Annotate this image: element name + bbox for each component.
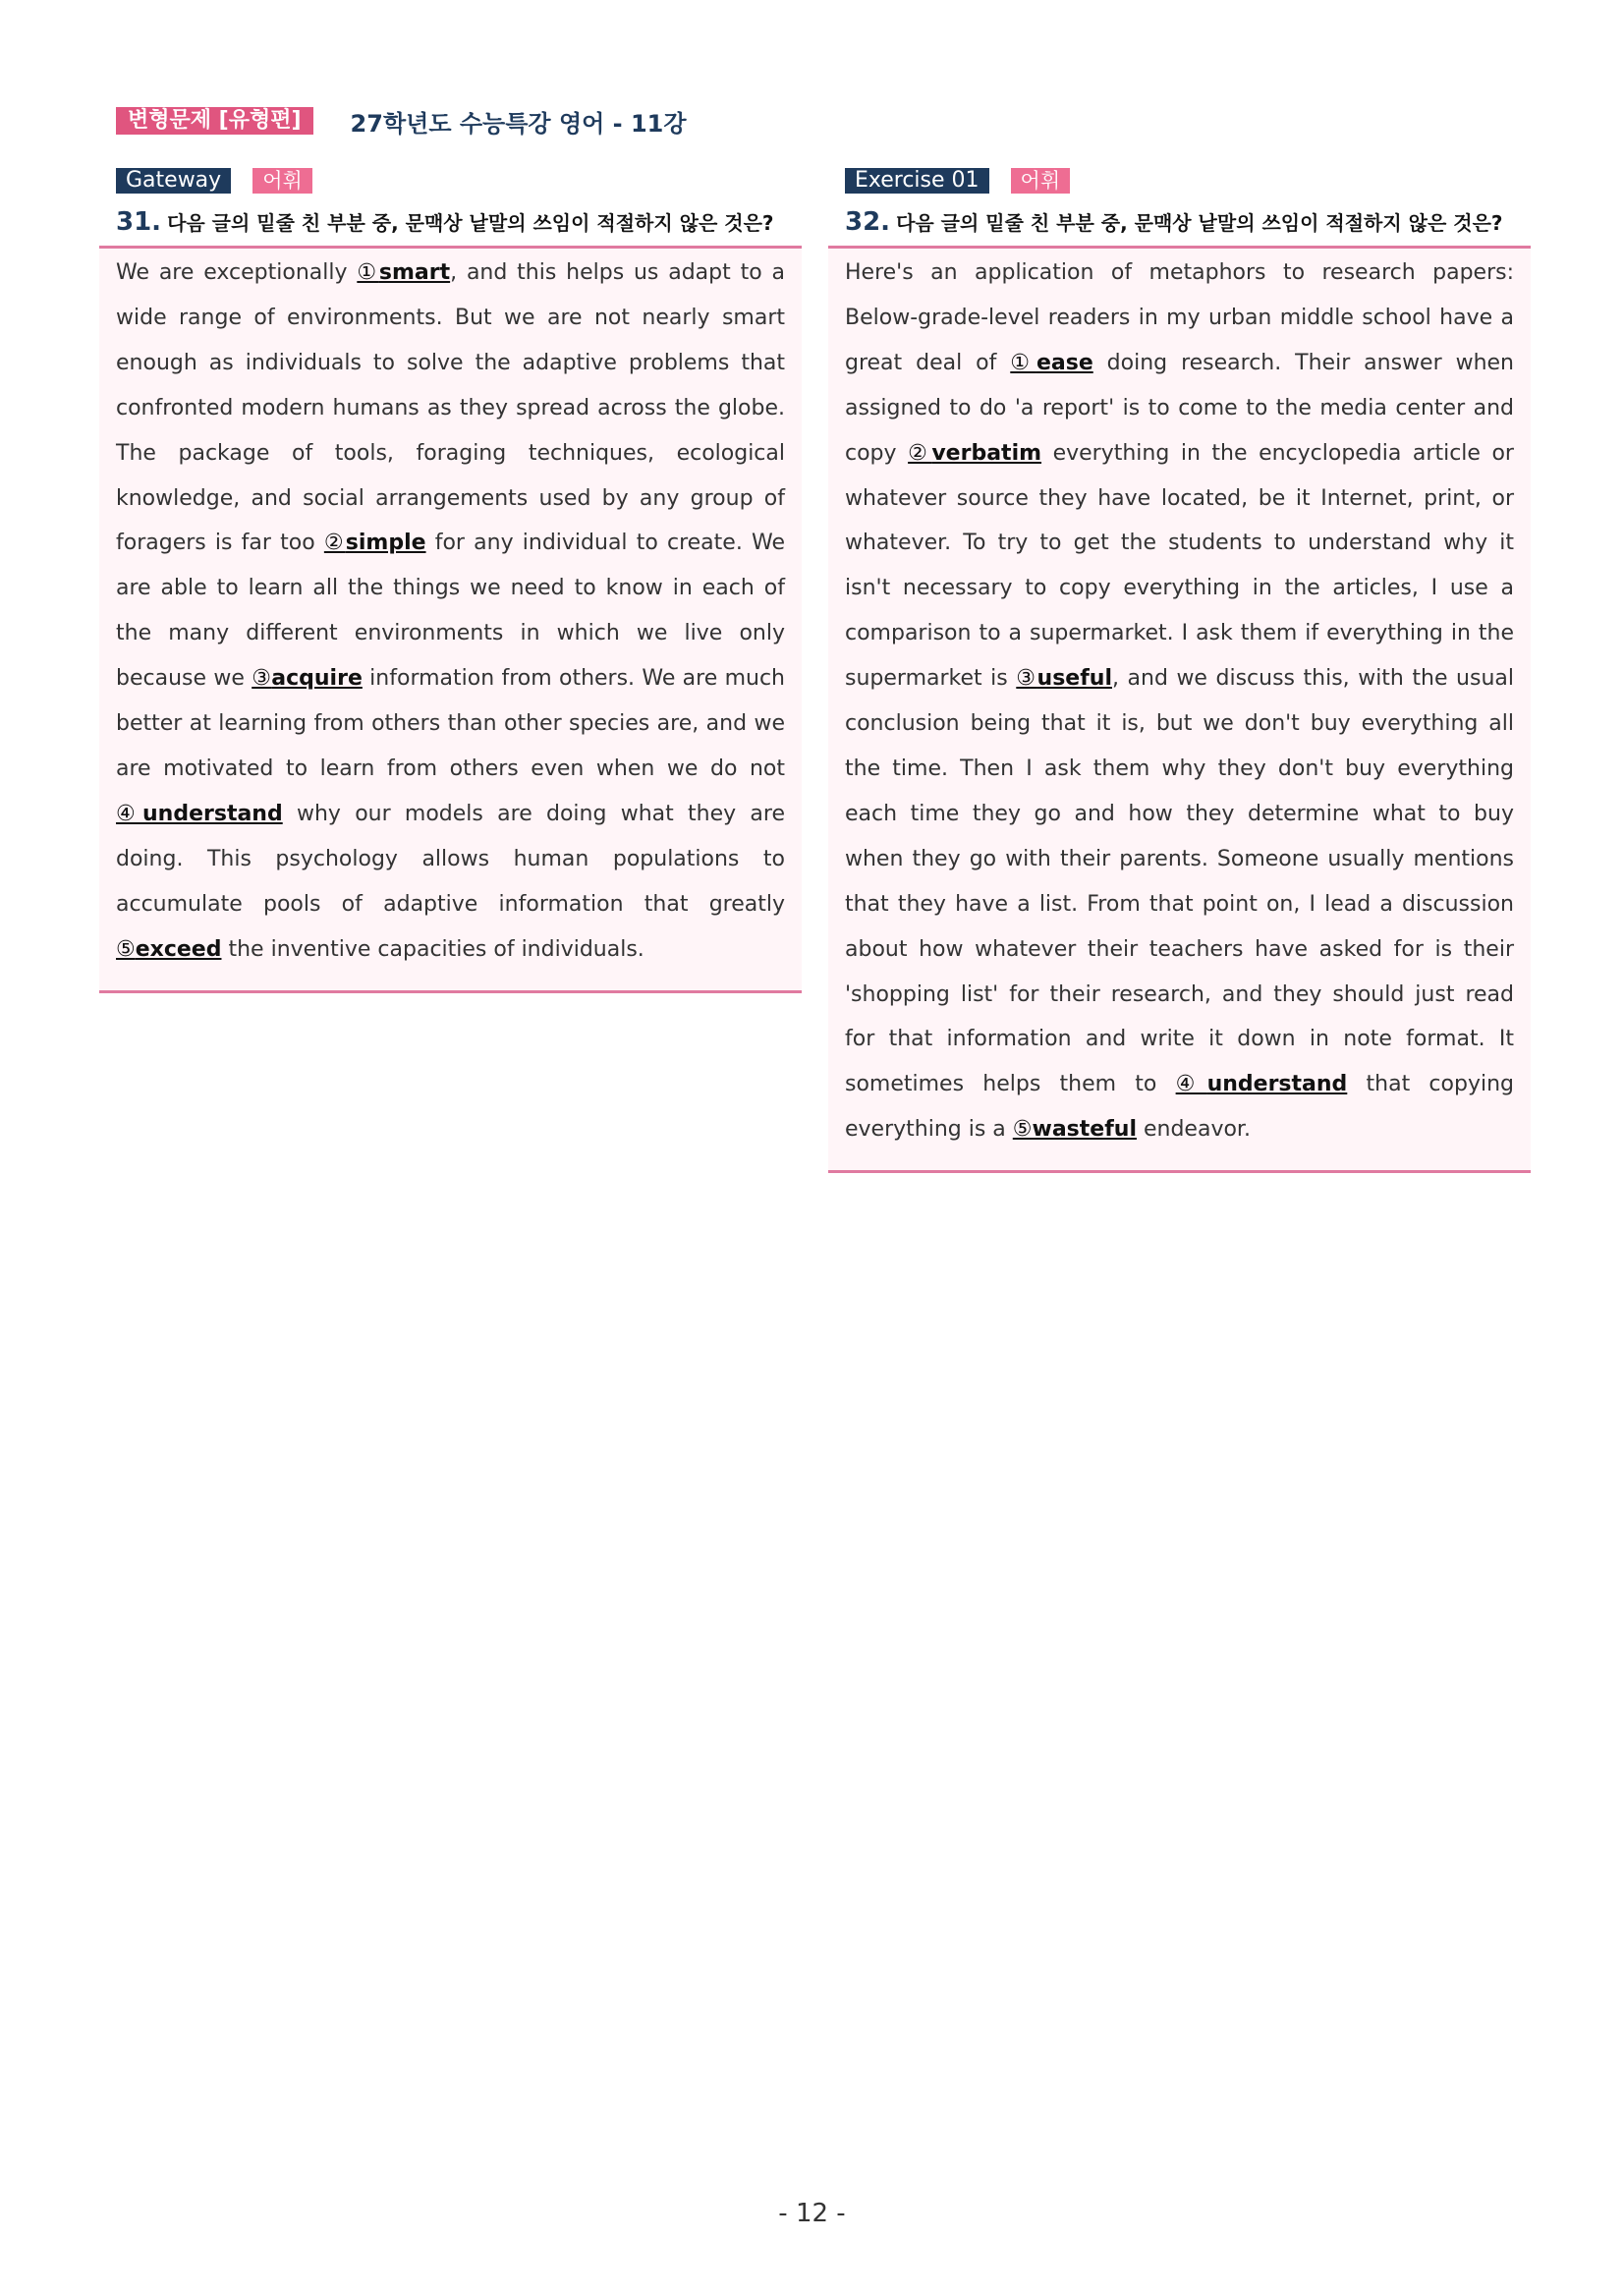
passage-text: doing research. Their answer when assigned to do 'a report' is to come to the media center and copy <box>845 350 1514 466</box>
passage-text: We are exceptionally <box>116 260 358 285</box>
underlined-word-2: ②simple <box>323 531 426 556</box>
question-text: 다음 글의 밑줄 친 부분 중, 문맥상 낱말의 쓰임이 적절하지 않은 것은? <box>896 211 1503 235</box>
question-number: 32. <box>845 207 891 237</box>
question-number: 31. <box>116 207 162 237</box>
passage-text: endeavor. <box>1137 1117 1251 1143</box>
page-title: 27학년도 수능특강 영어 - 11강 <box>350 109 687 138</box>
section-tag: Exercise 01 <box>845 168 989 194</box>
passage <box>845 251 1514 1152</box>
passage-text: for any individual to create. We are able to learn all the things we need to know in each of the many different environments in which we live only because we <box>116 531 785 692</box>
underlined-word-1: ①ease <box>1010 350 1093 375</box>
type-tag: 어휘 <box>1011 168 1071 194</box>
passage-box <box>99 246 802 993</box>
page-header <box>116 106 687 136</box>
category-tag: 변형문제 [유형편] <box>116 107 313 135</box>
passage <box>116 251 785 973</box>
underlined-word-4: ④understand <box>116 801 283 826</box>
underlined-word-1: ①smart <box>357 260 451 285</box>
question-prompt <box>845 204 1523 242</box>
underlined-word-3: ③useful <box>1016 666 1112 692</box>
passage-text: that copying everything is a <box>845 1072 1514 1143</box>
question-text: 다음 글의 밑줄 친 부분 중, 문맥상 낱말의 쓰임이 적절하지 않은 것은? <box>167 211 774 235</box>
question-prompt <box>116 204 794 242</box>
passage-text: , and we discuss this, with the usual conclusion being that it is, but we don't buy everything all the time. Then I ask them why they don't buy everything each time they go and how they determine what to buy when they go with their parents. Someone usually mentions that they have a list. From that point on, I lead a discussion about how whatever their teachers have asked for is their 'shopping list' for their research, and they should just read for that information and write it down in note format. It sometimes helps them to <box>845 666 1514 1097</box>
underlined-word-5: ⑤wasteful <box>1012 1117 1137 1143</box>
section-tags <box>116 167 802 195</box>
passage-text: , and this helps us adapt to a wide range of environments. But we are not nearly smart enough as individuals to solve the adaptive problems that confronted modern humans as they spread across the globe. The package of tools, foraging techniques, ecological knowledge, and social arrangements used by any group of foragers is far too <box>116 260 785 556</box>
passage-text: the inventive capacities of individuals. <box>221 936 644 962</box>
page-number: - 12 - <box>778 2199 846 2228</box>
underlined-word-4: ④understand <box>1175 1072 1348 1097</box>
section-tags <box>845 167 1531 195</box>
type-tag: 어휘 <box>252 168 312 194</box>
passage-text: everything in the encyclopedia article or whatever source they have located, be it Internet, print, or whatever. To try to get the students to understand why it isn't necessary to copy everything in the articles, I use a comparison to a supermarket. I ask them if everything in the supermarket is <box>845 440 1514 692</box>
exercise-section <box>828 167 1531 1173</box>
passage-box <box>828 246 1531 1173</box>
underlined-word-5: ⑤exceed <box>116 936 222 962</box>
underlined-word-2: ②verbatim <box>908 440 1042 466</box>
underlined-word-3: ③acquire <box>252 666 363 692</box>
gateway-section <box>99 167 802 993</box>
passage-text: information from others. We are much better at learning from others than other species are, and we are motivated to learn from others even when we do not <box>116 666 785 781</box>
passage-text: why our models are doing what they are doing. This psychology allows human populations to accumulate pools of adaptive information that greatly <box>116 801 785 917</box>
passage-text: Here's an application of metaphors to research papers: Below-grade-level readers in my urban middle school have a great deal of <box>845 260 1514 375</box>
section-tag: Gateway <box>116 168 231 194</box>
